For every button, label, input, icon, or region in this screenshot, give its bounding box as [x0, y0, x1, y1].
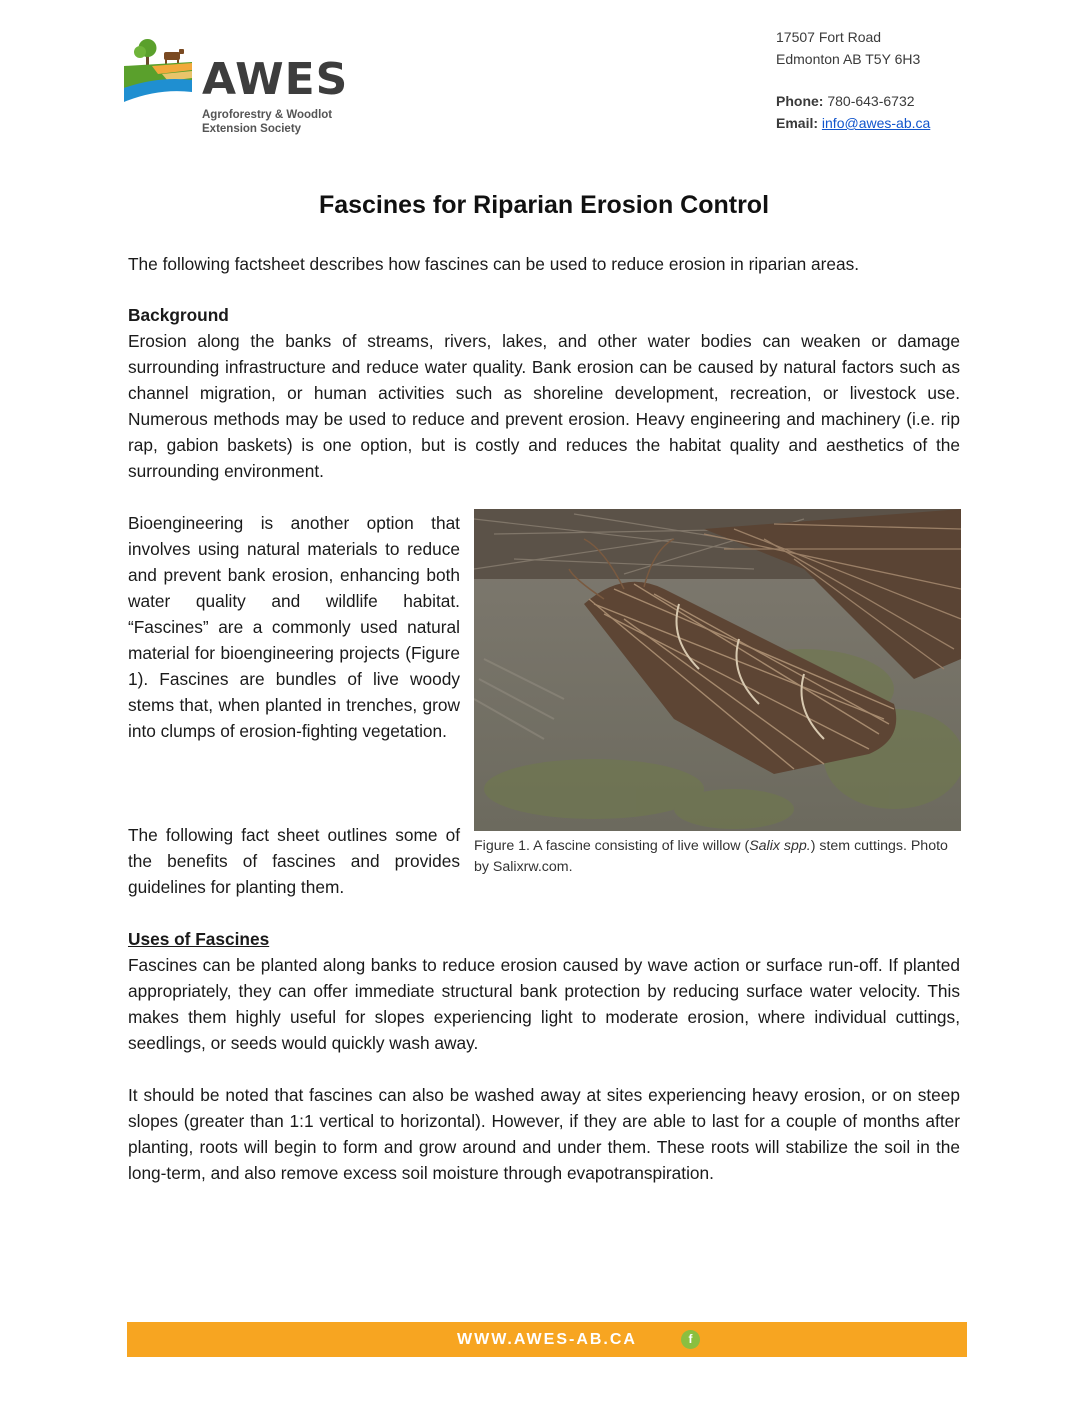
fascine-photo — [474, 509, 961, 831]
phone-label: Phone: — [776, 93, 824, 109]
background-paragraph-2: Bioengineering is another option that involves using natural materials to reduce and prevent bank erosion, enhancing both water quality and wildlife habitat. “Fascines” are a commonly used natural material for bioengineering projects (Figure 1). Fascines are bundles of live woody stems that, when planted in trenches, grow into clumps of erosion-fighting vegetation. — [128, 513, 460, 741]
facebook-icon[interactable]: f — [681, 1330, 700, 1349]
background-heading: Background — [128, 305, 229, 325]
logo-subtitle — [202, 108, 332, 136]
uses-paragraph-2: It should be noted that fascines can also be washed away at sites experiencing heavy erosion, or on steep slopes (greater than 1:1 vertical to horizontal). However, if they are able to last for a couple of months after planting, roots will begin to form and grow around and under them. These roots will stabilize the soil in the long-term, and also remove excess soil moisture through evapotranspiration. — [128, 1085, 960, 1183]
footer-website[interactable]: WWW.AWES-AB.CA — [457, 1331, 637, 1348]
email-line — [776, 112, 930, 134]
uses-paragraph-1: Fascines can be planted along banks to reduce erosion caused by wave action or surface run-off. If planted appropriately, they can offer immediate structural bank protection by reducing surface water velocity. This makes them highly useful for slopes experiencing light to moderate erosion, where individual cuttings, seedlings, or seeds would quickly wash away. — [128, 955, 960, 1053]
background-paragraph-1: Erosion along the banks of streams, rivers, lakes, and other water bodies can weaken or damage surrounding infrastructure and reduce water quality. Bank erosion can be caused by natural factors such as channel migration, or human activities such as shoreline development, recreation, or livestock use. Numerous methods may be used to reduce and prevent erosion. Heavy engineering and machinery (i.e. rip rap, gabion baskets) is one option, but is costly and reduces the habitat quality and aesthetics of the surrounding environment. — [128, 331, 960, 481]
uses-heading: Uses of Fascines — [128, 929, 270, 949]
logo-landscape-icon — [122, 36, 194, 106]
logo-subtitle-line1: Agroforestry & Woodlot — [202, 109, 333, 121]
address-line2: Edmonton AB T5Y 6H3 — [776, 51, 921, 67]
footer-bar — [127, 1322, 967, 1357]
email-link[interactable]: info@awes-ab.ca — [821, 115, 931, 131]
figure-caption — [474, 836, 964, 878]
address-line1: 17507 Fort Road — [776, 29, 882, 45]
caption-post: ) stem cuttings. Photo by Salixrw.com. — [474, 838, 948, 875]
background-paragraph-3: The following fact sheet outlines some of the benefits of fascines and provides guidelines for planting them. — [128, 825, 460, 897]
contact-block — [776, 26, 930, 134]
caption-italic: Salix spp. — [749, 838, 811, 854]
page-title: Fascines for Riparian Erosion Control — [318, 191, 770, 219]
logo-subtitle-line2: Extension Society — [202, 123, 302, 135]
logo-wordmark: AWES — [202, 54, 349, 105]
phone-line — [776, 90, 930, 112]
email-label: Email: — [776, 115, 819, 131]
fascine-image — [474, 509, 961, 831]
caption-pre: Figure 1. A fascine consisting of live willow ( — [474, 838, 750, 854]
intro-paragraph: The following factsheet describes how fascines can be used to reduce erosion in riparian areas. — [128, 254, 860, 274]
awes-logo — [122, 36, 352, 136]
phone-number: 780-643-6732 — [827, 93, 915, 109]
